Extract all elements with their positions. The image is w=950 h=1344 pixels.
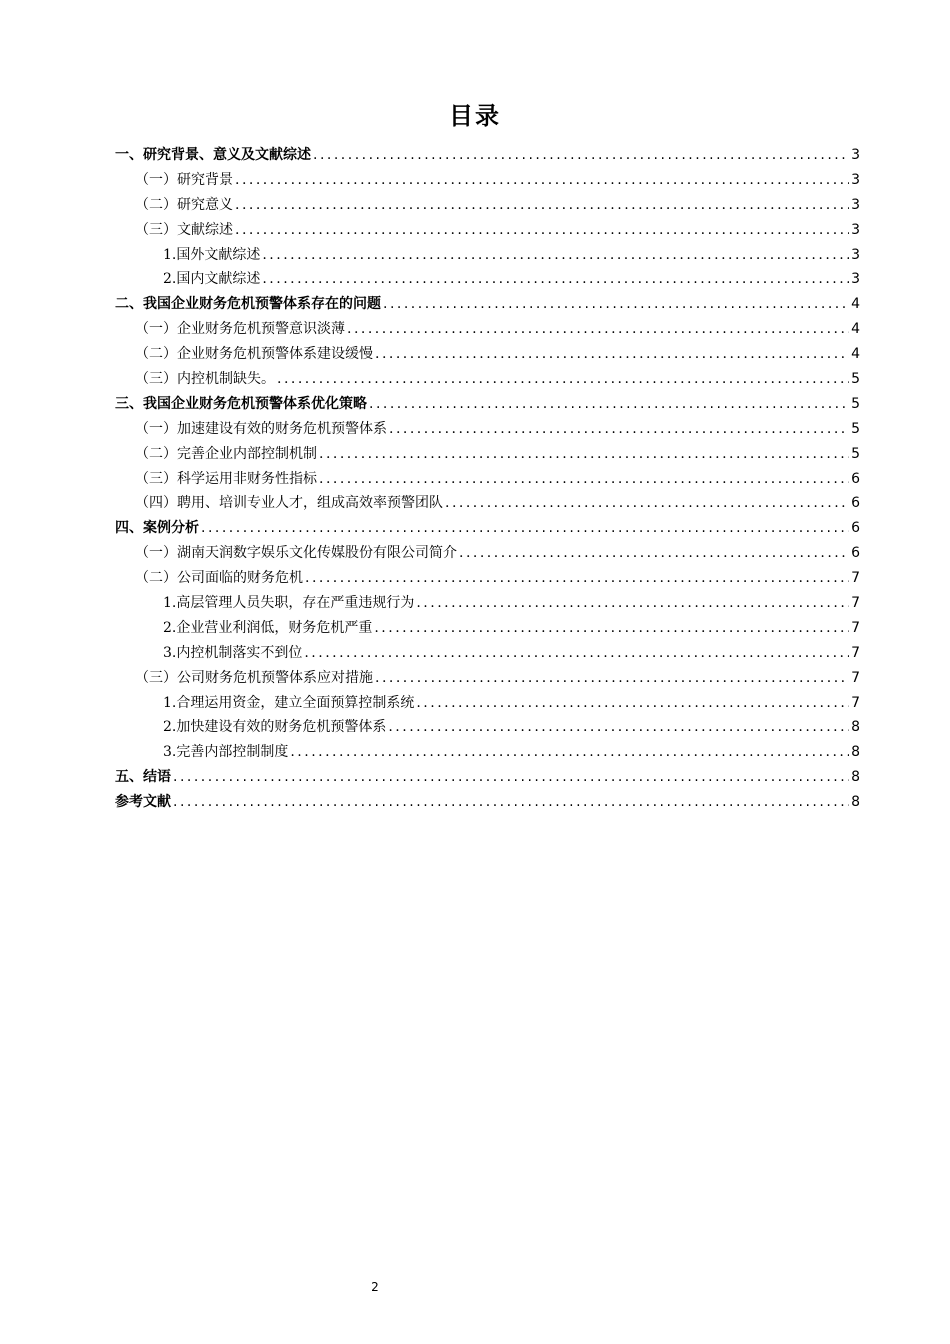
toc-entry-title: 1.国外文献综述 — [163, 246, 261, 263]
toc-entry-page: 7 — [851, 694, 860, 711]
toc-entry-title: （二）企业财务危机预警体系建设缓慢 — [135, 346, 373, 363]
toc-entry[interactable] — [115, 666, 860, 691]
toc-entry-page: 7 — [851, 619, 860, 636]
toc-dot-leader — [173, 765, 849, 790]
toc-dot-leader — [201, 516, 849, 541]
toc-entry-title: 2.加快建设有效的财务危机预警体系 — [163, 719, 387, 736]
toc-dot-leader — [235, 193, 849, 218]
toc-entry-page: 7 — [851, 595, 860, 612]
toc-dot-leader — [313, 143, 849, 168]
page-title: 目录 — [449, 102, 501, 130]
toc-dot-leader — [262, 267, 849, 292]
toc-entry-page: 6 — [851, 520, 860, 537]
toc-entry[interactable] — [115, 417, 860, 442]
toc-dot-leader — [388, 715, 849, 740]
toc-entry-page: 4 — [851, 321, 860, 338]
toc-entry-page: 4 — [851, 296, 860, 313]
toc-entry[interactable] — [115, 292, 860, 317]
toc-entry-title: 五、结语 — [115, 769, 171, 786]
toc-dot-leader — [304, 641, 849, 666]
toc-entry[interactable] — [115, 491, 860, 516]
toc-entry-title: （四）聘用、培训专业人才，组成高效率预警团队 — [135, 495, 443, 512]
toc-dot-leader — [459, 541, 849, 566]
toc-entry[interactable] — [115, 516, 860, 541]
toc-entry-page: 3 — [851, 246, 860, 263]
toc-entry-title: 四、案例分析 — [115, 520, 199, 537]
toc-entry[interactable] — [115, 267, 860, 292]
toc-entry[interactable] — [115, 392, 860, 417]
toc-entry-title: 1.高层管理人员失职，存在严重违规行为 — [163, 595, 415, 612]
toc-entry-page: 3 — [851, 171, 860, 188]
toc-entry[interactable] — [115, 442, 860, 467]
toc-dot-leader — [445, 491, 849, 516]
toc-entry-title: （一）湖南天润数字娱乐文化传媒股份有限公司简介 — [135, 545, 457, 562]
toc-entry[interactable] — [115, 616, 860, 641]
toc-entry[interactable] — [115, 790, 860, 815]
toc-entry-title: 参考文献 — [115, 794, 171, 811]
toc-dot-leader — [369, 392, 849, 417]
toc-entry[interactable] — [115, 641, 860, 666]
toc-entry-title: 2.国内文献综述 — [163, 271, 261, 288]
toc-entry-title: （三）科学运用非财务性指标 — [135, 470, 317, 487]
toc-entry-page: 6 — [851, 495, 860, 512]
toc-entry-page: 5 — [851, 395, 860, 412]
toc-entry-title: （二）研究意义 — [135, 196, 233, 213]
toc-entry-page: 3 — [851, 196, 860, 213]
toc-entry-title: 2.企业营业利润低，财务危机严重 — [163, 619, 373, 636]
toc-dot-leader — [383, 292, 849, 317]
toc-entry[interactable] — [115, 591, 860, 616]
toc-entry-title: （二）完善企业内部控制机制 — [135, 445, 317, 462]
toc-entry-page: 3 — [851, 147, 860, 163]
toc-dot-leader — [235, 168, 849, 193]
toc-entry-page: 7 — [851, 570, 860, 587]
toc-entry-page: 4 — [851, 346, 860, 363]
toc-entry-page: 8 — [851, 794, 860, 811]
toc-entry-title: （一）加速建设有效的财务危机预警体系 — [135, 420, 387, 437]
toc-entry-page: 5 — [851, 420, 860, 437]
toc-dot-leader — [277, 367, 849, 392]
toc-entry[interactable] — [115, 367, 860, 392]
toc-entry-page: 6 — [851, 470, 860, 487]
toc-dot-leader — [173, 790, 849, 815]
toc-dot-leader — [305, 566, 849, 591]
toc-entry-title: 1.合理运用资金，建立全面预算控制系统 — [163, 694, 415, 711]
toc-entry-title: 3.内控机制落实不到位 — [163, 644, 303, 661]
toc-entry[interactable] — [115, 765, 860, 790]
toc-dot-leader — [416, 591, 849, 616]
toc-entry[interactable] — [115, 168, 860, 193]
toc-dot-leader — [262, 243, 849, 268]
toc-entry[interactable] — [115, 715, 860, 740]
page-number: 2 — [371, 1280, 379, 1294]
toc-entry-page: 8 — [851, 719, 860, 736]
toc-dot-leader — [416, 691, 849, 716]
toc-entry-page: 5 — [851, 371, 860, 388]
toc-entry-page: 7 — [851, 644, 860, 661]
toc-entry[interactable] — [115, 467, 860, 492]
toc-entry[interactable] — [115, 143, 860, 168]
toc-entry[interactable] — [115, 342, 860, 367]
toc-entry[interactable] — [115, 243, 860, 268]
toc-dot-leader — [290, 740, 849, 765]
toc-dot-leader — [319, 467, 849, 492]
toc-entry-page: 6 — [851, 545, 860, 562]
toc-entry-page: 3 — [851, 271, 860, 288]
toc-entry-title: 三、我国企业财务危机预警体系优化策略 — [115, 395, 367, 412]
toc-dot-leader — [374, 616, 849, 641]
toc-entry[interactable] — [115, 740, 860, 765]
toc-entry-title: 二、我国企业财务危机预警体系存在的问题 — [115, 296, 381, 313]
toc-entry[interactable] — [115, 566, 860, 591]
toc-entry-title: （三）内控机制缺失。 — [135, 371, 275, 388]
toc-entry-page: 3 — [851, 221, 860, 238]
toc-entry-title: （一）企业财务危机预警意识淡薄 — [135, 321, 345, 338]
toc-entry-title: （三）文献综述 — [135, 221, 233, 238]
toc-entry-title: （一）研究背景 — [135, 171, 233, 188]
toc-dot-leader — [375, 666, 849, 691]
toc-dot-leader — [347, 317, 849, 342]
toc-entry-title: （三）公司财务危机预警体系应对措施 — [135, 669, 373, 686]
toc-entry-page: 7 — [851, 669, 860, 686]
toc-dot-leader — [375, 342, 849, 367]
toc-entry[interactable] — [115, 193, 860, 218]
toc-entry[interactable] — [115, 541, 860, 566]
toc-entry[interactable] — [115, 218, 860, 243]
toc-entry[interactable] — [115, 317, 860, 342]
table-of-contents — [115, 143, 860, 815]
toc-entry-title: 一、研究背景、意义及文献综述 — [115, 147, 311, 163]
toc-entry-page: 5 — [851, 445, 860, 462]
toc-dot-leader — [319, 442, 849, 467]
toc-entry-title: （二）公司面临的财务危机 — [135, 570, 303, 587]
toc-entry-page: 8 — [851, 744, 860, 761]
toc-entry-page: 8 — [851, 769, 860, 786]
toc-entry-title: 3.完善内部控制制度 — [163, 744, 289, 761]
toc-dot-leader — [389, 417, 849, 442]
toc-entry[interactable] — [115, 691, 860, 716]
toc-dot-leader — [235, 218, 849, 243]
